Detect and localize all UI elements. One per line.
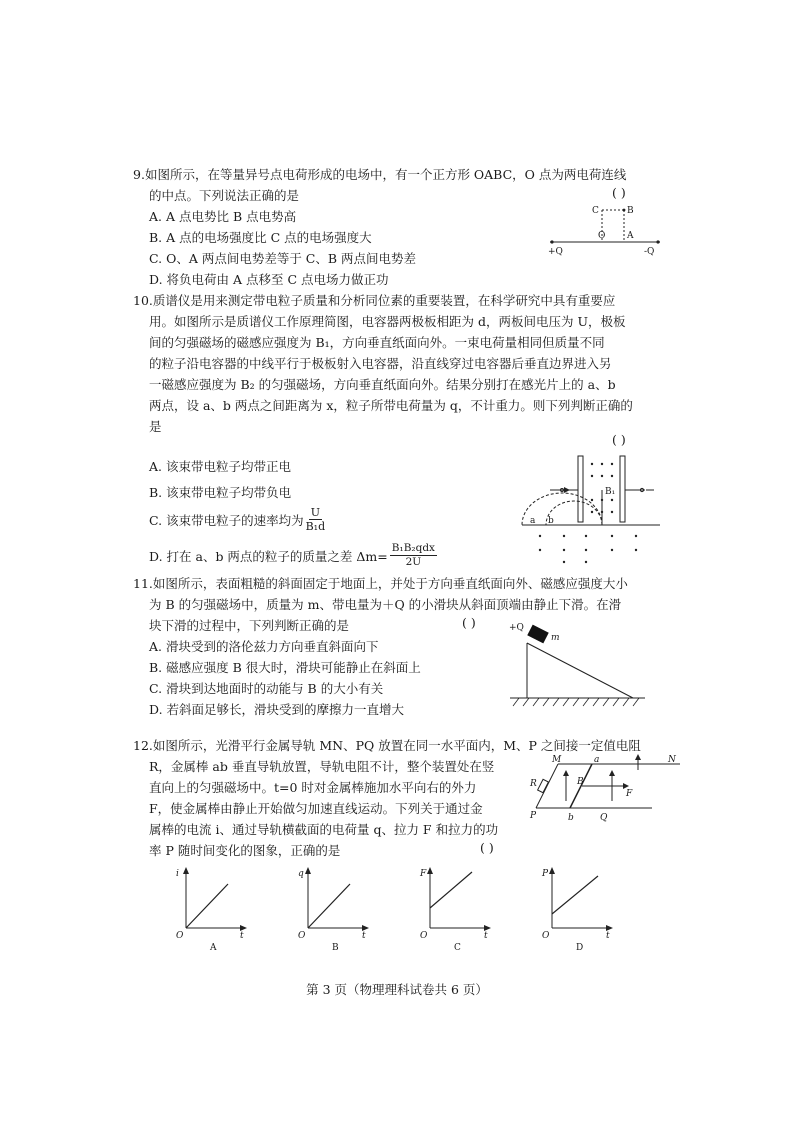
- graph-d-origin: O: [542, 931, 550, 941]
- q9-answer-paren: ( ): [612, 185, 626, 200]
- q11-label-plusq: +Q: [509, 623, 524, 633]
- page-footer: 第 3 页（物理理科试卷共 6 页）: [306, 982, 488, 997]
- graph-d-caption: D: [576, 943, 584, 953]
- q10-stem-1: 10.质谱仪是用来测定带电粒子质量和分析同位素的重要装置，在科学研究中具有重要应: [133, 293, 616, 308]
- q12-label-m: M: [552, 755, 562, 765]
- graph-b-origin: O: [298, 931, 306, 941]
- q9-label-minusq: -Q: [644, 247, 655, 257]
- q10-stem-4: 的粒子沿电容器的中线平行于极板射入电容器，沿直线穿过电容器后垂直边界进入另: [149, 356, 612, 371]
- q11-answer-paren: ( ): [462, 615, 476, 630]
- q12-stem-5: 属棒的电流 i、通过导轨横截面的电荷量 q、拉力 F 和拉力的功: [149, 822, 499, 837]
- q9-label-a: A: [627, 231, 634, 241]
- q11-stem-1: 11.如图所示，表面粗糙的斜面固定于地面上，并处于方向垂直纸面向外、磁感应强度大小: [133, 576, 628, 591]
- q12-label-q: Q: [600, 813, 608, 823]
- q10-figure: [520, 452, 670, 572]
- q10-options: [133, 456, 473, 503]
- q10-c-denominator: B₁d: [305, 520, 326, 533]
- q10-d-denominator: 2U: [405, 556, 422, 568]
- q11-option-b: B. 磁感应强度 B 很大时，滑块可能静止在斜面上: [149, 660, 421, 675]
- q12-label-b-field: B: [577, 777, 584, 787]
- q12-stem-3: 直向上的匀强磁场中。t=0 时对金属棒施加水平向右的外力: [149, 780, 477, 795]
- q9-label-c: C: [592, 206, 599, 216]
- q10-option-a: A. 该束带电粒子均带正电: [149, 459, 291, 474]
- q12-graph-b: [294, 866, 374, 951]
- q9-label-plusq: +Q: [548, 247, 563, 257]
- q9-label-o: O: [598, 231, 606, 241]
- q11-label-m: m: [551, 633, 560, 643]
- q12-label-n: N: [668, 755, 676, 765]
- q10-label-b1: B₁: [605, 487, 616, 497]
- question-10: [133, 290, 673, 437]
- q9-option-a: A. A 点电势比 B 点电势高: [149, 209, 297, 224]
- q12-stem-2: R，金属棒 ab 垂直导轨放置，导轨电阻不计，整个装置处在竖: [149, 759, 495, 774]
- q12-stem-4: F，使金属棒由静止开始做匀加速直线运动。下列关于通过金: [149, 801, 483, 816]
- graph-b-caption: B: [332, 943, 339, 953]
- q9-option-b: B. A 点的电场强度比 C 点的电场强度大: [149, 230, 372, 245]
- graph-a-ylabel: i: [176, 869, 179, 879]
- q12-label-r: R: [530, 779, 537, 789]
- q9-stem: 9.如图所示，在等量异号点电荷形成的电场中，有一个正方形 OABC，O 点为两电荷连线: [133, 167, 627, 182]
- graph-c-ylabel: F: [420, 869, 427, 879]
- q10-option-b: B. 该束带电粒子均带负电: [149, 485, 292, 500]
- q10-c-numerator: U: [310, 506, 320, 519]
- q12-answer-paren: ( ): [480, 840, 494, 855]
- q10-stem-6: 两点，设 a、b 两点之间距离为 x，粒子所带电荷量为 q，不计重力。则下列判断正确的: [149, 398, 633, 413]
- q9-stem-cont: 的中点。下列说法正确的是: [149, 188, 300, 203]
- graph-c-origin: O: [420, 931, 428, 941]
- q12-figure: [530, 756, 680, 826]
- graph-a-caption: A: [210, 943, 217, 953]
- q11-option-c: C. 滑块到达地面时的动能与 B 的大小有关: [149, 681, 384, 696]
- graph-b-ylabel: q: [298, 869, 304, 879]
- q12-label-p: P: [530, 811, 537, 821]
- q10-option-c: C. 该束带电粒子的速率均为 $\frac{U}{\text{B₁d}}$: [149, 506, 326, 533]
- q11-option-d: D. 若斜面足够长，滑块受到的摩擦力一直增大: [149, 702, 405, 717]
- graph-d-xlabel: t: [606, 931, 610, 941]
- graph-c-caption: C: [454, 943, 461, 953]
- q10-d-numerator: B₁B₂qdx: [391, 542, 435, 554]
- q12-stem-6: 率 P 随时间变化的图象，正确的是: [149, 843, 341, 858]
- q10-answer-paren: ( ): [612, 432, 626, 447]
- q11-stem-3: 块下滑的过程中，下列判断正确的是: [149, 618, 350, 633]
- graph-b-xlabel: t: [362, 931, 366, 941]
- q12-graph-c: [416, 866, 496, 951]
- q10-label-b: b: [548, 516, 554, 526]
- q9-option-c: C. O、A 两点间电势差等于 C、B 两点间电势差: [149, 251, 417, 266]
- q12-graph-a: [172, 866, 252, 951]
- q11-stem-2: 为 B 的匀强磁场中，质量为 m、带电量为＋Q 的小滑块从斜面顶端由静止下滑。在滑: [149, 597, 622, 612]
- q12-label-f: F: [626, 789, 633, 799]
- graph-c-xlabel: t: [484, 931, 488, 941]
- q10-option-d: D. 打在 a、b 两点的粒子的质量之差 Δm= B₁B₂qdx 2U: [149, 542, 435, 568]
- q9-option-d: D. 将负电荷由 A 点移至 C 点电场力做正功: [149, 272, 389, 287]
- graph-d-ylabel: P: [542, 869, 549, 879]
- q9-figure: [540, 198, 670, 257]
- q10-stem-3: 间的匀强磁场的磁感应强度为 B₁，方向垂直纸面向外。一束电荷量相同但质量不同: [149, 335, 605, 350]
- graph-a-origin: O: [176, 931, 184, 941]
- q10-stem-2: 用。如图所示是质谱仪工作原理简图，电容器两极板相距为 d，两板间电压为 U，极板: [149, 314, 626, 329]
- q12-stem-1: 12.如图所示，光滑平行金属导轨 MN、PQ 放置在同一水平面内，M、P 之间接一定值电阻: [133, 738, 641, 753]
- q11-option-a: A. 滑块受到的洛伦兹力方向垂直斜面向下: [149, 639, 379, 654]
- q12-graph-d: [538, 866, 618, 951]
- q12-label-a: a: [594, 755, 600, 765]
- q10-stem-7: 是: [149, 419, 162, 434]
- q10-label-a: a: [530, 516, 536, 526]
- q10-stem-5: 一磁感应强度为 B₂ 的匀强磁场，方向垂直纸面向外。结果分别打在感光片上的 a、b: [149, 377, 616, 392]
- graph-a-xlabel: t: [240, 931, 244, 941]
- q11-figure: [505, 618, 655, 718]
- q9-label-b: B: [627, 206, 634, 216]
- q12-label-b: b: [568, 813, 574, 823]
